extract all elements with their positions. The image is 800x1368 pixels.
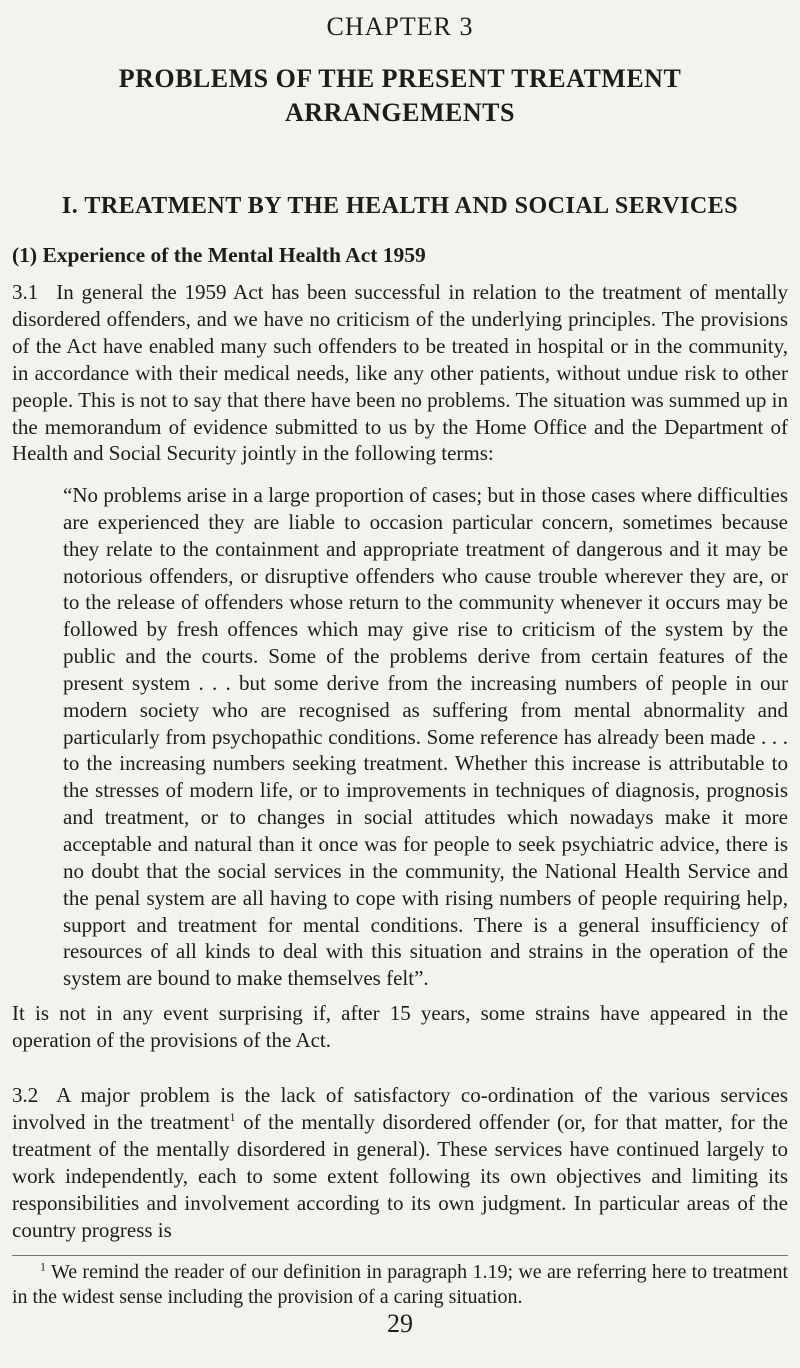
paragraph-after-quote: It is not in any event surprising if, after 15 years, some strains have appeared in the operation of the provisions of the Act. xyxy=(12,1001,788,1052)
paragraph-3-1 xyxy=(12,279,788,467)
paragraph-text: A major problem is the lack of satisfactory co-ordination of the various services involved in the treatment xyxy=(12,1083,788,1134)
chapter-title-line-2: ARRANGEMENTS xyxy=(285,98,515,127)
footnote-reference: 1 xyxy=(229,1109,236,1124)
footnote xyxy=(12,1260,788,1310)
section-heading: I. TREATMENT BY THE HEALTH AND SOCIAL SERVICES xyxy=(61,193,739,219)
block-quotation: “No problems arise in a large proportion of cases; but in those cases where difficulties are experienced they are liable to occasion particular concern, sometimes because they relate to the containment and appropriate treatment of dangerous and it may be notorious offenders, or disruptive offenders who cause trouble wherever they are, or to the release of offenders whose return to the community whenever it occurs may be followed by fresh offences which may give rise to criticism of the system by the public and the courts. Some of the problems derive from certain features of the present system . . . but some derive from the increasing numbers of people in our modern society who are recognised as suffering from mental abnormality and particularly from psychopathic conditions. Some reference has already been made . . . to the increasing numbers seeking treatment. Whether this increase is attributable to the stresses of modern life, or to improvements in techniques of diagnosis, prognosis and treatment, or to changes in social attitudes which nowadays make it more acceptable and natural than it once was for people to seek psychiatric advice, there is no doubt that the social services in the community, the National Health Service and the penal system are all having to cope with rising numbers of people requiring help, support and treatment for mental conditions. There is a general insufficiency of resources of all kinds to deal with this situation and strains in the operation of the system are bound to make themselves felt”. xyxy=(63,483,788,991)
paragraph-text: In general the 1959 Act has been successful in relation to the treatment of mentally disordered offenders, and we have no criticism of the underlying principles. The provisions of the Act have enabled many such offenders to be treated in hospital or in the community, in accordance with their medical needs, like any other patients, without undue risk to other people. This is not to say that there have been no problems. The situation was summed up in the memorandum of evidence submitted to us by the Home Office and the Department of Health and Social Security jointly in the following terms: xyxy=(12,280,788,466)
paragraph-3-2 xyxy=(12,1082,788,1243)
footnote-marker: 1 xyxy=(40,1259,46,1274)
footnote-divider xyxy=(12,1255,788,1256)
subsection-heading: (1) Experience of the Mental Health Act 1959 xyxy=(12,243,426,267)
page-number: 29 xyxy=(387,1309,413,1338)
chapter-heading: CHAPTER 3 xyxy=(326,12,474,41)
chapter-title xyxy=(0,62,800,130)
chapter-title-line-1: PROBLEMS OF THE PRESENT TREATMENT xyxy=(118,64,682,93)
paragraph-number: 3.1 xyxy=(12,280,39,304)
footnote-text: We remind the reader of our definition in paragraph 1.19; we are referring here to treatment in the widest sense including the provision of a caring situation. xyxy=(12,1261,789,1308)
paragraph-number: 3.2 xyxy=(12,1083,39,1107)
paragraph-text-continued: of the mentally disordered offender (or, for that matter, for the treatment of the mentally disordered in general). These services have continued largely to work independently, each to some extent following its own objectives and limiting its responsibilities and involvement according to its own judgment. In particular areas of the country progress is xyxy=(12,1109,788,1242)
